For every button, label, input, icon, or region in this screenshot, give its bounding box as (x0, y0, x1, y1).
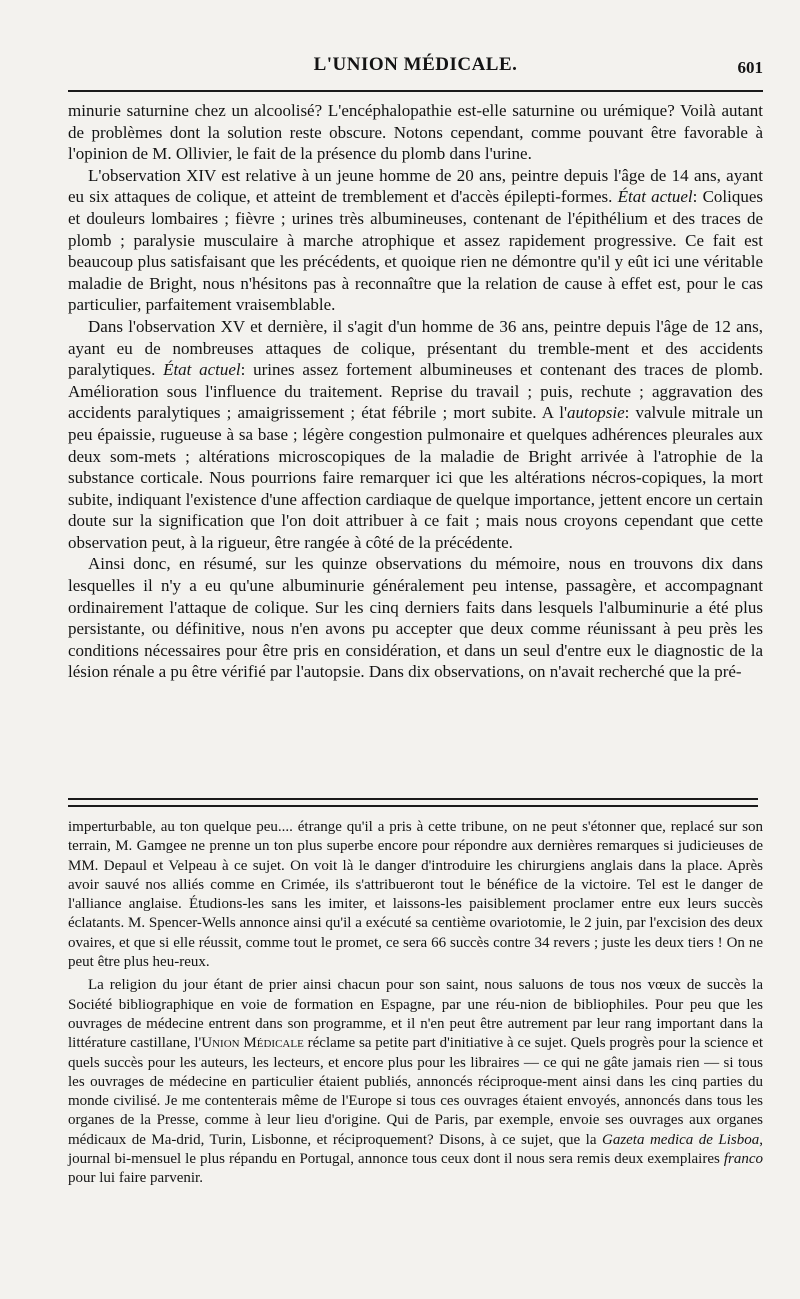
emphasis-gazeta: Gazeta medica de Lisboa (601, 1131, 760, 1148)
emphasis-franco: franco (723, 1151, 763, 1168)
emphasis-etat-actuel: État actuel (617, 187, 693, 207)
paragraph-observation-xv: Dans l'observation XV et dernière, il s'agit d'un homme de 36 ans, peintre depuis l'âge de 12 ans, ayant eu de nombreuses attaques de colique, présentant du tremble-ment et des accidents paralytiques. État actuel: urines assez fortement albumineuses et contenant des traces de plomb. Amélioration sous l'influence du traitement. Reprise du travail ; puis, rechute ; aggravation des accidents paralytiques ; amaigrissement ; état fébrile ; mort subite. A l'autopsie: valvule mitrale un peu épaissie, rugueuse à sa base ; légère congestion pulmonaire et quelques adhérences pleurales aux deux som-mets ; altérations microscopiques de la maladie de Bright arrivée à l'atrophie de la substance corticale. Nous pourrions faire remarquer ici que les altérations nécros-copiques, la mort subite, indiquant l'existence d'une affection cardiaque de quelque importance, jettent encore un certain doute sur la signification que l'on doit attribuer à ce fait ; mais nous croyons cependant que cette observation peut, à la rigueur, être rangée à côté de la précédente. (68, 316, 764, 552)
feuilleton-divider (68, 798, 758, 807)
feuilleton-body (68, 818, 763, 1189)
feuilleton-paragraph-1: imperturbable, au ton quelque peu.... étrange qu'il a pris à cette tribune, on ne peut s'étonner que, replacé sur son terrain, M. Gamgee ne prenne un ton plus superbe encore pour répondre aux dernières remarques si judicieuses de MM. Depaul et Velpeau à ce sujet. On voit là le danger d'introduire les chirurgiens anglais dans la place. Après avoir sauvé nos alliés comme en Crimée, ils s'attribueront tout le bénéfice de la victoire. Tel est le danger de l'alliance anglaise. Étudions-les sans les imiter, et laissons-les paisiblement proclamer entre eux leurs succès éclatants. M. Spencer-Wells annonce ainsi qu'il a exécuté sa centième ovariotomie, le 2 juin, par l'excision des deux ovaires, et que si elle réussit, comme tout le promet, ce sera 66 succès contre 34 revers ; juste les deux tiers ! On ne peut être plus heu-reux. (68, 819, 763, 971)
paragraph-observation-xiv: L'observation XIV est relative à un jeune homme de 20 ans, peintre depuis l'âge de 14 ans, ayant eu six attaques de colique, et atteint de tremblement et d'accès épilepti-formes. État actuel: Coliques et douleurs lombaires ; fièvre ; urines très albumineuses, contenant de l'épithélium et des traces de plomb ; paralysie musculaire à marche atrophique et assez rapidement progressive. Ce fait est beaucoup plus satisfaisant que les précédents, et quoique rien ne démontre qu'il y eût ici une véritable maladie de Bright, nous n'hésitons pas à reconnaître que la relation de cause à effet est, pour le cas particulier, parfaitement vraisemblable. (68, 165, 764, 315)
running-title: L'UNION MÉDICALE. (313, 54, 518, 75)
header-rule (68, 90, 763, 92)
page-number: 601 (737, 58, 763, 77)
paragraph-resume: Ainsi donc, en résumé, sur les quinze observations du mémoire, nous en trouvons dix dans lesquelles il n'y a eu qu'une albuminurie généralement peu intense, passagère, et accompagnant ordinairement l'attaque de colique. Sur les cinq derniers faits dans lesquels l'albuminurie a été plus persistante, ou définitive, nous n'en avons pu accepter que deux comme réunissant à peu près les conditions nécessaires pour être pris en considération, et dans un seul d'entre eux le diagnostic de la lésion rénale a pu être vérifié par l'autopsie. Dans dix observations, on n'avait recherché que la pré- (68, 554, 763, 682)
emphasis-etat-actuel: État actuel (163, 360, 241, 380)
feuilleton-paragraph-2: La religion du jour étant de prier ainsi chacun pour son saint, nous saluons de tous nos vœux de succès la Société bibliographique en voie de formation en Espagne, par une réu-nion de bibliophiles. Pour peu que les ouvrages de médecine entrent dans son programme, et il n'en peut être autrement par leur rang important dans la littérature castillane, l'Union Médicale réclame sa petite part d'initiative à ce sujet. Quels progrès pour la science et quels succès pour les auteurs, les lecteurs, et encore plus pour les libraires — ce qui ne gâte jamais rien — si tous les ouvrages de médecine en particulier étaient publiés, annoncés réciproque-ment ainsi dans les cinq parties du monde civilisé. Je me contenterais même de l'Europe si tous ces ouvrages étaient envoyés, annoncés dans tous les organes de la Presse, comme à leur lieu d'origine. Qui de Paris, par exemple, envoie ses ouvrages aux organes médicaux de Ma-drid, Turin, Lisbonne, et réciproquement? Disons, à ce sujet, que la Gazeta medica de Lisboa, journal bi-mensuel le plus répandu en Portugal, annonce tous ceux dont il nous sera remis deux exemplaires franco pour lui faire parvenir. (68, 977, 764, 1187)
journal-name-smallcaps: Union Médicale (201, 1035, 304, 1052)
emphasis-autopsie: autopsie (567, 403, 625, 423)
page-header (68, 52, 763, 86)
paragraph-1: minurie saturnine chez un alcoolisé? L'encéphalopathie est-elle saturnine ou urémique? Voilà autant de problèmes dont la solution reste obscure. Notons cependant, comme pouvant être favorable à l'opinion de M. Ollivier, le fait de la présence du plomb dans l'urine. (68, 101, 763, 164)
article-body (68, 100, 763, 683)
